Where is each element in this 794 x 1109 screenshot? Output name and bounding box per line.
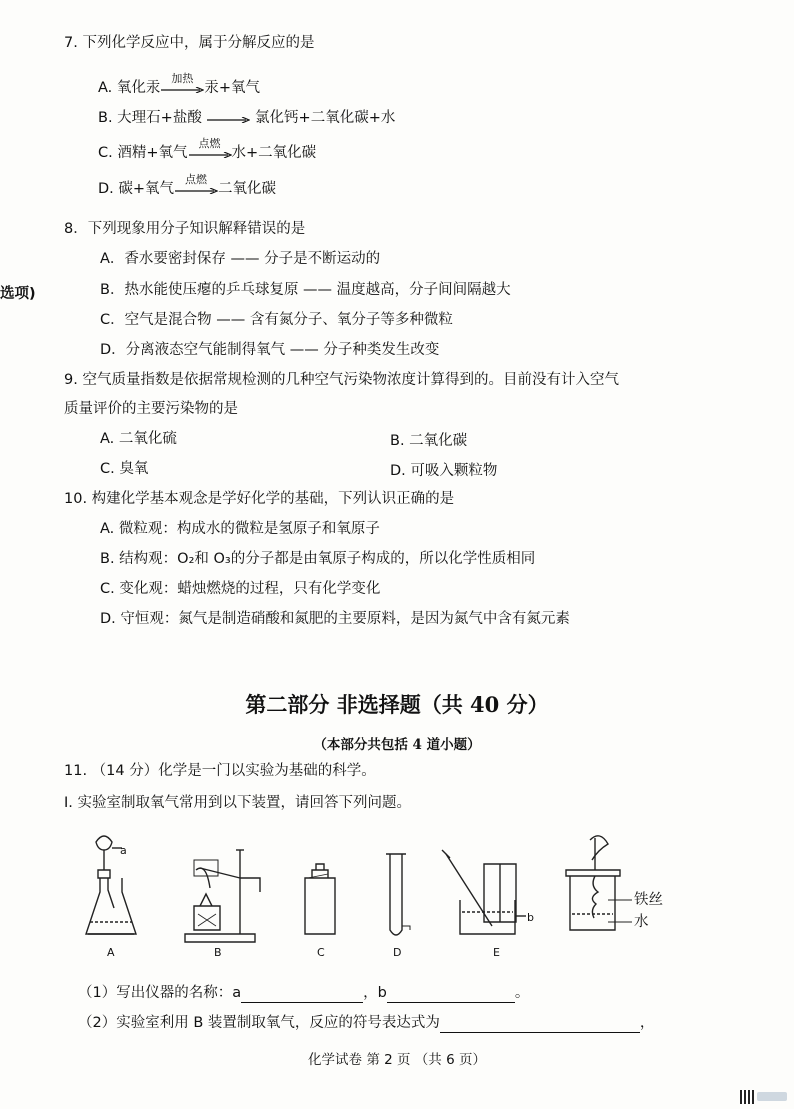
q10-option-c: C. 变化观：蜡烛燃烧的过程，只有化学变化 (100, 581, 381, 597)
apparatus-tag-b: b (527, 911, 534, 924)
part2-title: 第二部分 非选择题（共 40 分） (245, 692, 549, 717)
q7-stem: 7. 下列化学反应中，属于分解反应的是 (64, 35, 315, 51)
q9-stem-line2: 质量评价的主要污染物的是 (64, 401, 238, 417)
reaction-arrow: 加热 (160, 80, 204, 96)
part2-subtitle: （本部分共包括 4 道小题） (313, 737, 481, 753)
q8-option-a: A．香水要密封保存 —— 分子是不断运动的 (100, 251, 381, 267)
label-d: D (393, 946, 402, 959)
q7-option-a: A. 氧化汞 加热 汞+氧气 (98, 72, 261, 96)
q10-stem: 10. 构建化学基本观念是学好化学的基础，下列认识正确的是 (64, 491, 455, 507)
water-label: 水 (634, 914, 649, 930)
apparatus-a (86, 836, 136, 934)
q10-option-d: D. 守恒观：氮气是制造硝酸和氮肥的主要原料，是因为氮气中含有氮元素 (100, 611, 570, 627)
apparatus-tag-a: a (120, 844, 127, 857)
reaction-arrow: 点燃 (174, 181, 218, 197)
q11-stem: 11. （14 分）化学是一门以实验为基础的科学。 (64, 763, 376, 779)
q8-option-c: C．空气是混合物 —— 含有氮分子、氧分子等多种微粒 (100, 312, 453, 328)
label-b: B (214, 946, 222, 959)
q11-part1: Ⅰ. 实验室制取氧气常用到以下装置，请回答下列问题。 (64, 795, 411, 811)
q9-stem-line1: 9. 空气质量指数是依据常规检测的几种空气污染物浓度计算得到的。目前没有计入空气 (64, 372, 619, 388)
q11-q2: （2）实验室利用 B 装置制取氧气，反应的符号表达式为 ， (78, 1015, 655, 1031)
side-note: 选项) (0, 286, 36, 302)
q9-option-c: C. 臭氧 (100, 461, 149, 477)
watermark-logo (757, 1092, 787, 1101)
apparatus-c (305, 864, 335, 934)
q7-option-d: D. 碳+氧气 点燃 二氧化碳 (98, 173, 277, 197)
q11-q1: （1）写出仪器的名称：a ，b 。 (78, 985, 530, 1001)
answer-blank-equation[interactable] (440, 1018, 640, 1033)
q7-option-c: C. 酒精+氧气 点燃 水+二氧化碳 (98, 137, 317, 161)
q9-option-a: A. 二氧化硫 (100, 431, 177, 447)
answer-blank-b[interactable] (387, 988, 515, 1003)
apparatus-b (185, 850, 260, 942)
iron-wire-label: 铁丝 (634, 892, 663, 908)
label-a: A (107, 946, 115, 959)
q9-option-b: B. 二氧化碳 (390, 433, 468, 449)
label-c: C (317, 946, 325, 959)
q8-option-b: B．热水能使压瘪的乒乓球复原 —— 温度越高，分子间间隔越大 (100, 282, 511, 298)
reaction-arrow: 点燃 (188, 145, 232, 161)
q8-option-d: D．分离液态空气能制得氧气 —— 分子种类发生改变 (100, 342, 440, 358)
apparatus-figure (60, 830, 680, 970)
page-footer: 化学试卷 第 2 页 （共 6 页） (308, 1052, 486, 1068)
reaction-arrow (206, 110, 250, 126)
apparatus-d (386, 854, 410, 935)
answer-blank-a[interactable] (241, 988, 363, 1003)
q10-option-b: B. 结构观：O₂和 O₃的分子都是由氧原子构成的，所以化学性质相同 (100, 551, 536, 567)
label-e: E (493, 946, 500, 959)
apparatus-e (442, 850, 526, 934)
q9-option-d: D. 可吸入颗粒物 (390, 463, 498, 479)
qr-code-icon (740, 1090, 754, 1104)
q7-option-b: B. 大理石+盐酸 氯化钙+二氧化碳+水 (98, 110, 396, 126)
q8-stem: 8．下列现象用分子知识解释错误的是 (64, 221, 306, 237)
q10-option-a: A. 微粒观：构成水的微粒是氢原子和氧原子 (100, 521, 380, 537)
apparatus-f (566, 836, 632, 930)
